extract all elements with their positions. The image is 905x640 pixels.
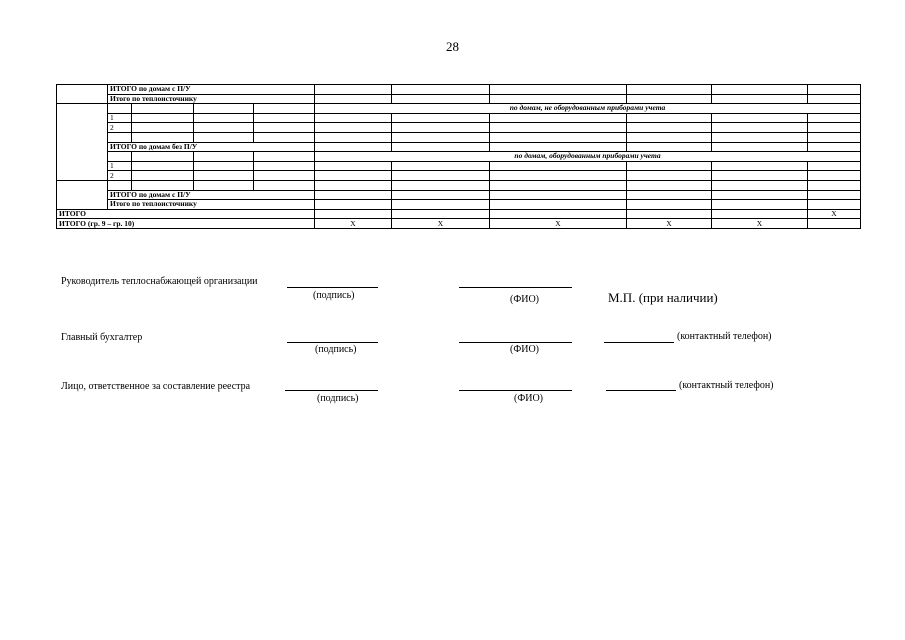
table-row bbox=[57, 171, 861, 181]
table-row bbox=[57, 190, 861, 200]
itogo-columns-label: ИТОГО (гр. 9 – гр. 10) bbox=[57, 219, 315, 229]
total-no-pu-label: ИТОГО по домам без П/У bbox=[108, 142, 315, 152]
x-mark: Х bbox=[627, 219, 712, 229]
table-row bbox=[57, 123, 861, 133]
total-pu-label: ИТОГО по домам с П/У bbox=[108, 190, 315, 200]
x-mark: Х bbox=[392, 219, 490, 229]
page-number: 28 bbox=[446, 39, 459, 54]
sign-caption: (подпись) bbox=[317, 393, 359, 404]
signature-line bbox=[287, 342, 378, 343]
table-row bbox=[57, 142, 861, 152]
name-line bbox=[459, 287, 572, 288]
phone-caption: (контактный телефон) bbox=[677, 331, 772, 342]
total-source-label: Итого по теплоисточнику bbox=[108, 200, 315, 210]
name-caption: (ФИО) bbox=[514, 393, 544, 404]
table-row bbox=[57, 104, 861, 114]
signature-line bbox=[287, 287, 378, 288]
name-caption: (ФИО) bbox=[510, 344, 540, 355]
x-mark: Х bbox=[490, 219, 627, 229]
table-row bbox=[57, 85, 861, 95]
table-row bbox=[57, 209, 861, 219]
name-caption: (ФИО) bbox=[510, 294, 540, 305]
name-line bbox=[459, 390, 572, 391]
name-line bbox=[459, 342, 572, 343]
table-row bbox=[57, 219, 861, 229]
itogo-x: Х bbox=[808, 209, 861, 219]
section-header-meters: по домам, оборудованным приборами учета bbox=[315, 152, 861, 162]
head-title: Руководитель теплоснабжающей организации bbox=[61, 276, 258, 287]
section-header-no-meters: по домам, не оборудованным приборами учета bbox=[315, 104, 861, 114]
sign-caption: (подпись) bbox=[313, 290, 355, 301]
itogo-label: ИТОГО bbox=[57, 209, 315, 219]
phone-caption: (контактный телефон) bbox=[679, 380, 774, 391]
table-row bbox=[57, 132, 861, 142]
row-number: 1 bbox=[108, 113, 132, 123]
sign-caption: (подпись) bbox=[315, 344, 357, 355]
x-mark: Х bbox=[712, 219, 808, 229]
row-number: 2 bbox=[108, 171, 132, 181]
accountant-title: Главный бухгалтер bbox=[61, 332, 143, 343]
phone-line bbox=[604, 342, 674, 343]
table-row bbox=[57, 94, 861, 104]
table-row bbox=[57, 161, 861, 171]
total-source-label: Итого по теплоисточнику bbox=[108, 94, 315, 104]
signature-line bbox=[285, 390, 378, 391]
phone-line bbox=[606, 390, 676, 391]
table-row bbox=[57, 180, 861, 190]
registry-table bbox=[56, 84, 861, 229]
row-number: 2 bbox=[108, 123, 132, 133]
total-pu-label: ИТОГО по домам с П/У bbox=[108, 85, 315, 95]
x-mark: Х bbox=[315, 219, 392, 229]
table-row bbox=[57, 200, 861, 210]
table-row bbox=[57, 152, 861, 162]
table-row bbox=[57, 113, 861, 123]
responsible-title: Лицо, ответственное за составление реестра bbox=[61, 381, 251, 392]
stamp-label: М.П. (при наличии) bbox=[608, 290, 718, 305]
row-number: 1 bbox=[108, 161, 132, 171]
